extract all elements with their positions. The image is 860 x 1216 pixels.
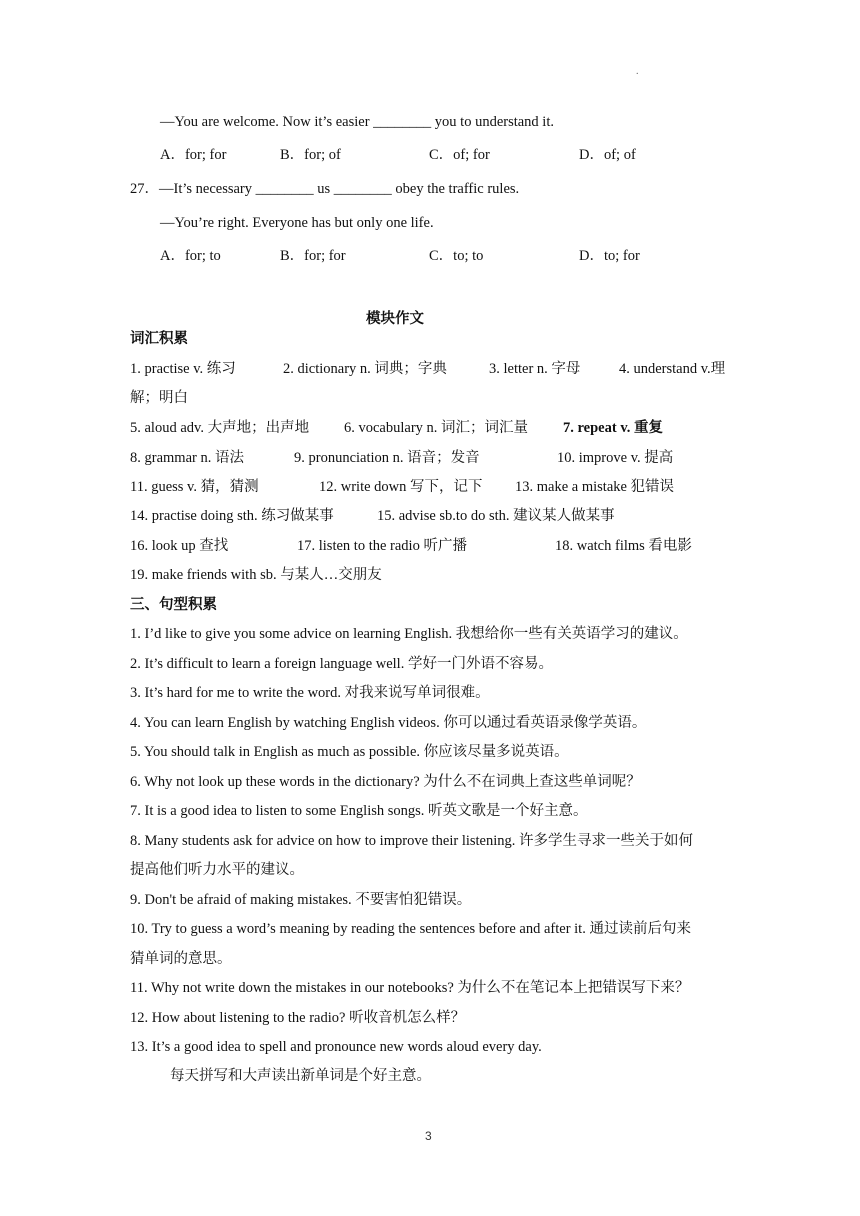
sentence-line-cont: 猜单词的意思。 (130, 951, 232, 967)
vocab-item: 18. watch films 看电影 (555, 538, 692, 554)
q26-option-b: B．for; of (280, 147, 341, 163)
sentence-line: 4. You can learn English by watching English videos. 你可以通过看英语录像学英语。 (130, 715, 647, 731)
sentence-line: 9. Don't be afraid of making mistakes. 不要害怕犯错误。 (130, 892, 472, 908)
q27-number: 27． (130, 181, 159, 197)
vocab-item: 8. grammar n. 语法 (130, 450, 244, 466)
vocab-item: 4. understand v.理 (619, 361, 726, 377)
sentence-line: 10. Try to guess a word’s meaning by reading the sentences before and after it. 通过读前后句来 (130, 921, 691, 937)
q27-option-a: A．for; to (160, 248, 221, 264)
vocab-item: 15. advise sb.to do sth. 建议某人做某事 (377, 508, 615, 524)
vocab-item: 14. practise doing sth. 练习做某事 (130, 508, 334, 524)
sentence-line: 6. Why not look up these words in the dictionary? 为什么不在词典上查这些单词呢？ (130, 774, 641, 790)
vocab-row-1-cont: 解；明白 (130, 390, 188, 406)
sentence-line: 12. How about listening to the radio? 听收音机怎么样？ (130, 1010, 466, 1026)
section-title: 模块作文 (366, 311, 424, 327)
vocab-item: 11. guess v. 猜，猜测 (130, 479, 259, 495)
q26-option-a: A．for; for (160, 147, 227, 163)
sentence-line: 3. It’s hard for me to write the word. 对我来说写单词很难。 (130, 685, 490, 701)
q27-option-b: B．for; for (280, 248, 346, 264)
sentence-line: 5. You should talk in English as much as possible. 你应该尽量多说英语。 (130, 744, 569, 760)
sentence-line: 1. I’d like to give you some advice on learning English. 我想给你一些有关英语学习的建议。 (130, 626, 688, 642)
q26-dialog-line: —You are welcome. Now it’s easier ________ you to understand it. (160, 114, 554, 130)
vocab-item: 16. look up 查找 (130, 538, 229, 554)
vocab-item: 2. dictionary n. 词典；字典 (283, 361, 447, 377)
vocab-heading: 词汇积累 (130, 331, 188, 347)
vocab-item: 5. aloud adv. 大声地；出声地 (130, 420, 310, 436)
vocab-item: 3. letter n. 字母 (489, 361, 581, 377)
sentence-line: 7. It is a good idea to listen to some English songs. 听英文歌是一个好主意。 (130, 803, 588, 819)
sentence-line: 11. Why not write down the mistakes in our notebooks? 为什么不在笔记本上把错误写下来？ (130, 980, 690, 996)
sentence-translation: 每天拼写和大声读出新单词是个好主意。 (170, 1068, 431, 1084)
sentence-line: 13. It’s a good idea to spell and pronounce new words aloud every day. (130, 1039, 542, 1055)
vocab-item: 6. vocabulary n. 词汇；词汇量 (344, 420, 529, 436)
vocab-item: 17. listen to the radio 听广播 (297, 538, 467, 554)
vocab-item: 1. practise v. 练习 (130, 361, 236, 377)
corner-mark: . (636, 66, 639, 77)
q26-option-c: C．of; for (429, 147, 490, 163)
vocab-item: 13. make a mistake 犯错误 (515, 479, 675, 495)
q27-option-c: C．to; to (429, 248, 484, 264)
q27-line2: —You’re right. Everyone has but only one life. (160, 215, 434, 231)
vocab-row-7: 19. make friends with sb. 与某人…交朋友 (130, 567, 382, 583)
q27-line1 (130, 179, 519, 199)
q27-option-d: D．to; for (579, 248, 640, 264)
page-number: 3 (425, 1129, 432, 1143)
vocab-item-bold: 7. repeat v. 重复 (563, 420, 664, 436)
vocab-item: 12. write down 写下，记下 (319, 479, 483, 495)
vocab-item: 10. improve v. 提高 (557, 450, 674, 466)
sentences-heading: 三、句型积累 (130, 597, 217, 613)
q26-option-d: D．of; of (579, 147, 636, 163)
q27-text: —It’s necessary ________ us ________ obey the traffic rules. (159, 181, 520, 197)
sentence-line: 2. It’s difficult to learn a foreign language well. 学好一门外语不容易。 (130, 656, 553, 672)
sentence-line-cont: 提高他们听力水平的建议。 (130, 862, 304, 878)
vocab-item: 9. pronunciation n. 语音；发音 (294, 450, 480, 466)
sentence-line: 8. Many students ask for advice on how to improve their listening. 许多学生寻求一些关于如何 (130, 833, 694, 849)
